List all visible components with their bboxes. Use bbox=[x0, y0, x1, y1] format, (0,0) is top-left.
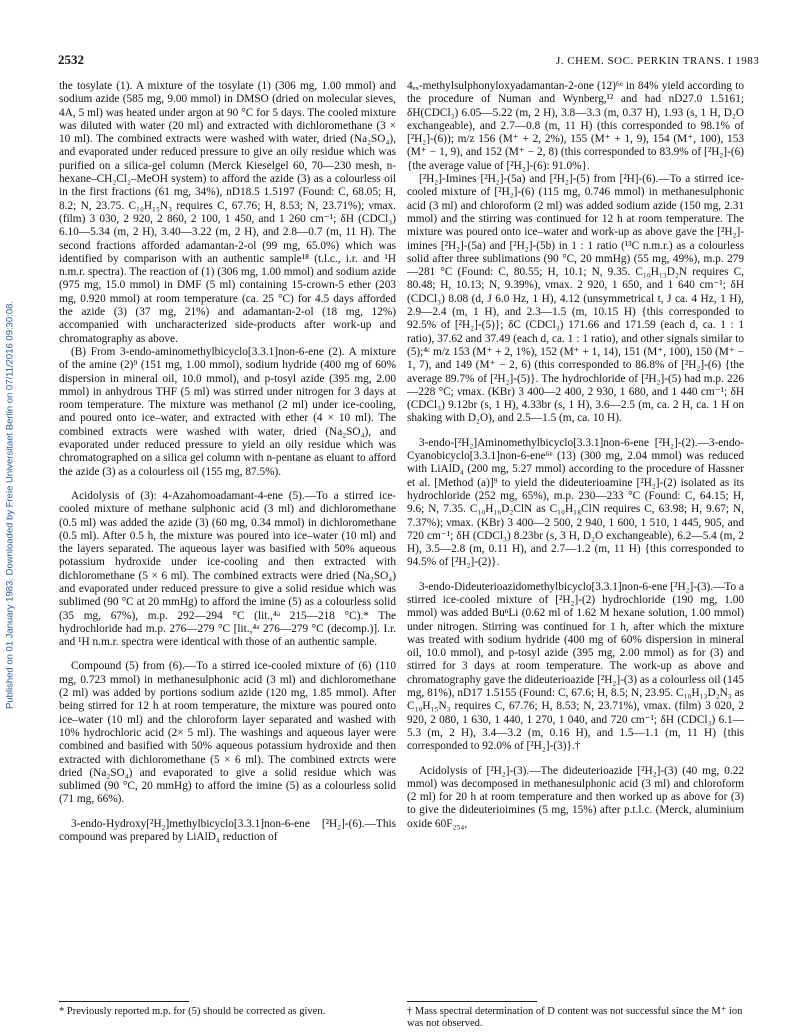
footnote-divider bbox=[407, 1001, 537, 1002]
paragraph: [²H₂]-Imines [²H₂]-(5a) and [²H₂]-(5) from [²H]-(6).—To a stirred ice-cooled mixture of [²H₂]-(6) (115 mg, 0.746 mmol) in methanesulphonic acid (3 ml) and chloroform (2 ml) was added sodium azide (150 mg, 2.31 mmol) and the stirring was continued for 12 h at room temperature. The mixture was poured onto ice–water and work-up as above gave the [²H₂]-imines [²H₂]-(5a) and [²H₂]-(5b) in 1 : 1 ratio (¹³C n.m.r.) as a colourless solid after three sublimations (90 °C, 20 mmHg) (55 mg, 49%), m.p. 279—281 °C (Found: C, 80.55; H, 10.1; N, 9.35. C₁₀H₁₃D₂N requires C, 80.48; H, 10.13; N, 9.39%), νmax. 2 920, 1 650, and 1 640 cm⁻¹; δH (CDCl₃) 8.08 (d, J 6.0 Hz, 1 H), 4.12 (unsymmetrical t, J ca. 4 Hz, 1 H), 2.9—2.4 (m, 1 H), and 2.3—1.5 (m, 10.15 H) {this corresponded to 92.5% of [²H₂]-(5)}; δC (CDCl₃) 171.66 and 171.59 (each d, ca. 1 : 1 ratio), 37.62 and 37.49 (each d, ca. 1 : 1 ratio), and other signals similar to (5);⁴ᶜ m/z 153 (M⁺ + 2, 1%), 152 (M⁺ + 1, 14), 151 (M⁺, 100), 150 (M⁺ − 1, 7), and 149 (M⁺ − 2, 6) (this corresponded to 86.8% of [²H₂]-(6) {the average 89.7% of [²H₂]-(5)}. The hydrochloride of [²H₂]-(5) had m.p. 226—228 °C; νmax. (KBr) 3 400—2 400, 2 930, 1 680, and 1 440 cm⁻¹; δH (CDCl₃) 9.12br (s, 1 H), 4.33br (s, 1 H), 3.6—2.5 (m, ca. 2 H, ca. 1 H on shaking with D₂O), and 2.5—1.5 (m, ca. 10 H). bbox=[407, 173, 744, 425]
paragraph: 3-endo-[²H₂]Aminomethylbicyclo[3.3.1]non-6-ene [²H₂]-(2).—3-endo-Cyanobicyclo[3.3.1]non-6-ene⁶ᵉ (13) (300 mg, 2.04 mmol) was reduced with LiAlD₄ (200 mg, 5.27 mmol) according to the procedure of Hassner et al. [Method (a)]⁹ to yield the dideuterioamine [²H₂]-(2) isolated as its hydrochloride (252 mg, 65%), m.p. 230—233 °C (Found: C, 64.15; H, 9.6; N, 7.35. C₁₀H₁₆D₂ClN as C₁₀H₁₈ClN requires C, 63.98; H, 9.67; N, 7.37%); νmax. (KBr) 3 400—2 500, 2 940, 1 600, 1 510, 1 445, 905, and 720 cm⁻¹; δH (CDCl₃) 8.23br (s, 3 H, D₂O exchangeable), 6.2—5.4 (m, 2 H), 3.5—2.8 (m, 0.11 H), and 2.7—1.2 (m, 11 H) {this corresponded to 94.5% of [²H₂]-(2)}. bbox=[407, 436, 744, 569]
footnote-divider bbox=[59, 1001, 189, 1002]
paragraph: 4ₑₓ-methylsulphonyloxyadamantan-2-one (12)⁶ᵉ in 84% yield according to the procedure of Numan and Wynberg,¹² and had nD27.0 1.5161; δH(CDCl₃) 6.05—5.22 (m, 2 H), 3.8—3.3 (m, 0.37 H), 1.93 (s, 1 H, D₂O exchangeable), and 2.7—0.8 (m, 11 H) (this corresponded to 98.1% of [²H₂]-(6)); m/z 156 (M⁺ + 2, 2%), 155 (M⁺ + 1, 9), 154 (M⁺, 100), 153 (M⁺ − 1, 9), and 152 (M⁺ − 2, 8) (this corresponded to 83.9% of [²H₂]-(6) {the average value of [²H₂]-(6): 91.0%}. bbox=[407, 80, 744, 172]
footnote-left: * Previously reported m.p. for (5) should be corrected as given. bbox=[59, 1006, 326, 1017]
paragraph: (B) From 3-endo-aminomethylbicyclo[3.3.1]non-6-ene (2). A mixture of the amine (2)⁹ (151 mg, 1.00 mmol), sodium hydride (400 mg of 60% dispersion in mineral oil, 10.0 mmol), and p-tosyl azide (395 mg, 2.00 mmol) in anhydrous THF (5 ml) was stirred under nitrogen for 3 days at room temperature. The mixture was methanol (2 ml) under ice-cooling, and poured onto ice–water, and extracted with ether (4 × 10 ml). The combined extracts were washed with water, dried (Na₂SO₄), and evaporated under reduced pressure to yield an oily residue which was chromatographed on a silica gel column with n-pentane as eluant to afford the azide (3) as a colourless oil (155 mg, 87.5%). bbox=[59, 345, 396, 478]
paragraph: Compound (5) from (6).—To a stirred ice-cooled mixture of (6) (110 mg, 0.723 mmol) in methanesulphonic acid (3 ml) and dichloromethane (2 ml) was added by portions sodium azide (120 mg, 1.85 mmol). After being stirred for 12 h at room temperature, the mixture was poured onto ice–water (10 ml) and the chloroform layer separated and washed with 10% hydrochloric acid (2× 5 ml). The washings and aqueous layer were combined and basified with 50% aqueous potassium hydroxide and then extracted with dichloromethane (5 × 6 ml). The combined extrcts were dried (Na₂SO₄) and evaporated to give a solid residue which was sublimed (90 °C, 20 mmHg) to afford the imine (5) as a colourless solid (71 mg, 66%). bbox=[59, 660, 396, 806]
journal-header: J. CHEM. SOC. PERKIN TRANS. I 1983 bbox=[556, 55, 760, 67]
left-column bbox=[59, 80, 396, 844]
paragraph: 3-endo-Hydroxy[²H₂]methylbicyclo[3.3.1]non-6-ene [²H₂]-(6).—This compound was prepared by LiAlD₄ reduction of bbox=[59, 817, 396, 844]
paragraph: 3-endo-Dideuterioazidomethylbicyclo[3.3.1]non-6-ene [²H₂]-(3).—To a stirred ice-cooled mixture of [²H₂]-(2) hydrochloride (190 mg, 1.00 mmol) was added BuⁿLi (0.62 ml of 1.62 M hexane solution, 1.00 mmol) under nitrogen. Stirring was continued for 1 h, after which the mixture was treated with sodium hydride (400 mg of 60% dispersion in mineral oil, 10.0 mmol), and p-tosyl azide (395 mg, 2.00 mmol) as for (3) and stirred for 3 days at room temperature. The work-up as above and chromatography gave the dideuterioazide [²H₂]-(3) as a colourless oil (145 mg, 81%), nD17 1.5155 (Found: C, 67.6; H, 8.5; N, 23.95. C₁₀H₁₃D₂N₃ as C₁₀H₁₅N₃ requires C, 67.76; H, 8.53; N, 23.71%), νmax. (film) 3 020, 2 920, 2 080, 1 630, 1 440, 1 270, 1 040, and 720 cm⁻¹; δH (CDCl₃) 6.1—5.3 (m, 2 H), 3.4—3.2 (m, 0.16 H), and 1.5—1.1 (m, 11 H) {this corresponded to 92.0% of [²H₂]-(3)}.† bbox=[407, 580, 745, 753]
paragraph: Acidolysis of [²H₂]-(3).—The dideuterioazide [²H₂]-(3) (40 mg, 0.22 mmol) was decomposed in methanesulphonic acid (3 ml) and chloroform (2 ml) for 20 h at room temperature and then worked up as above for (3) to give the dideuterioimines (5 mg, 15%) after p.t.l.c. (Merck, aluminium oxide 60F₂₅₄, bbox=[407, 764, 744, 830]
page-number: 2532 bbox=[58, 52, 84, 67]
paragraph: the tosylate (1). A mixture of the tosylate (1) (306 mg, 1.00 mmol) and sodium azide (585 mg, 9.00 mmol) in DMSO (dried on molecular sieves, 4A, 5 ml) was heated under argon at 90 °C for 5 days. The cooled mixture was diluted with water (20 ml) and extracted with dichloromethane (3 × 10 ml). The combined extracts were washed with water, dried (Na₂SO₄), and evaporated under reduced pressure to give an oily residue which was purified on a silica-gel column (Merck Kieselgel 60, 70—230 mesh, n-hexane–CH₂Cl₂–MeOH system) to afford the azide (3) as a colourless oil in the first fractions (61 mg, 34%), nD18.5 1.5197 (Found: C, 68.05; H, 8.2; N, 23.75. C₁₀H₁₅N₃ requires C, 67.76; H, 8.53; N, 23.71%); νmax. (film) 3 030, 2 920, 2 860, 2 100, 1 450, and 1 260 cm⁻¹; δH (CDCl₃) 6.10—5.34 (m, 2 H), 3.40—3.22 (m, 2 H), and 2.8—0.7 (m, 11 H). The second fractions afforded adamantan-2-ol (99 mg, 65.0%) which was identified by comparison with an authentic sample¹⁸ (t.l.c., i.r. and ¹H n.m.r. spectra). The reaction of (1) (306 mg, 1.00 mmol) and sodium azide (975 mg, 15.0 mmol) in DMF (5 ml) containing 15-crown-5 ether (203 mg, 0.920 mmol) at room temperature (ca. 25 °C) for 4.5 days afforded the azide (3) (37 mg, 21%) and adamantan-2-ol (18 mg, 12%) accompanied with uncharacterized side-products after work-up and chromatography as above. bbox=[59, 80, 396, 345]
right-column bbox=[407, 80, 744, 831]
download-watermark-text: Published on 01 January 1983. Downloaded by Freie Universitaet Berlin on 07/11/2016 09:30:08. bbox=[4, 300, 16, 710]
download-watermark bbox=[2, 145, 18, 865]
footnote-right: † Mass spectral determination of D content was not successful since the M⁺ ion was not observed. bbox=[407, 1006, 743, 1029]
paragraph: Acidolysis of (3): 4-Azahomoadamant-4-ene (5).—To a stirred ice-cooled mixture of methane sulphonic acid (3 ml) and dichloromethane (0.5 ml) was added the azide (3) (60 mg, 0.34 mmol) in dichloromethane (0.5 ml). After 0.5 h, the mixture was poured into ice–water (10 ml) and the layers separated. The aqueous layer was basified with 50% aqueous potassium hydroxide under ice-cooling and then extracted with dichloromethane (5 × 6 ml). The combined extracts were dried (Na₂SO₄) and evaporated under reduced pressure to give a solid residue which was sublimed (90 °C at 20 mmHg) to afford the imine (5) as a colourless solid (35 mg, 67%), m.p. 292—294 °C (lit.,⁴ᵃ 215—218 °C).* The hydrochloride had m.p. 276—279 °C [lit.,⁴ᵃ 276—279 °C (decomp.)]. I.r. and ¹H n.m.r. spectra were identical with those of an authentic sample. bbox=[59, 489, 396, 649]
